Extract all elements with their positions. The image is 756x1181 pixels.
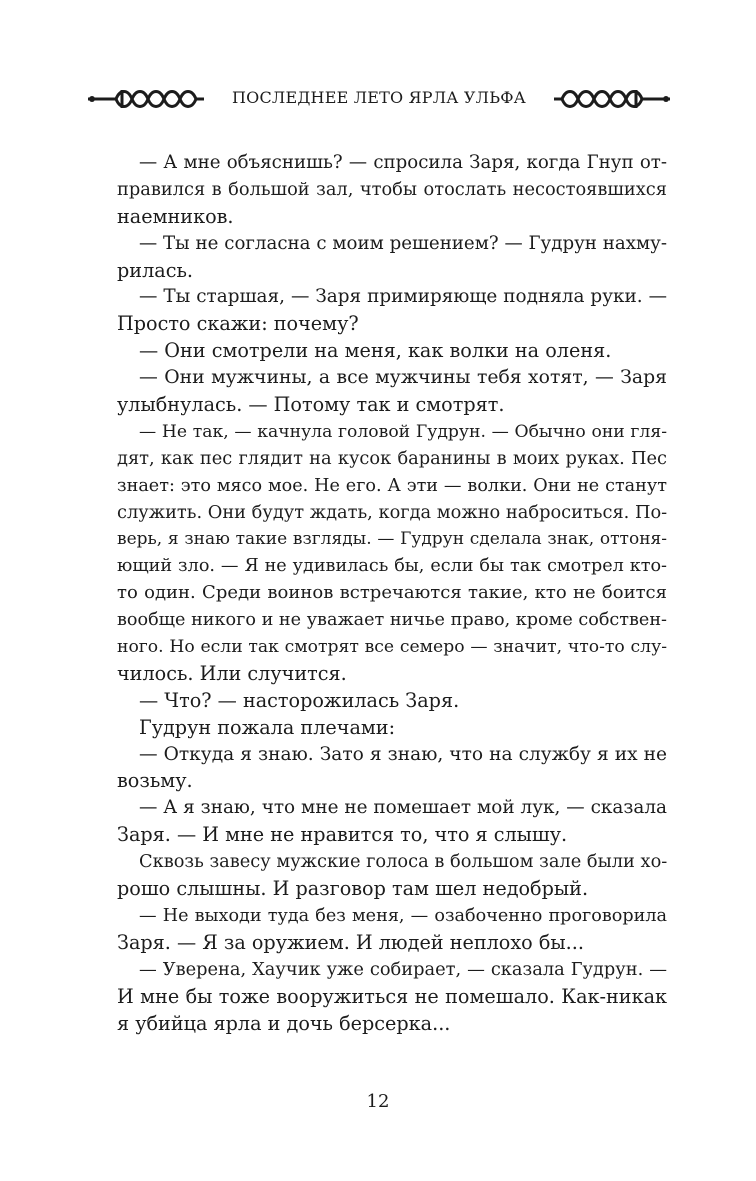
text-line: — Они мужчины, а все мужчины тебя хотят, — Заря xyxy=(139,367,667,389)
text-line: улыбнулась. — Потому так и смотрят. xyxy=(117,393,505,417)
text-line: то один. Среди воинов встречаются такие, кто не боится xyxy=(117,582,667,604)
text-line: ющий зло. — Я не удивилась бы, если бы так смотрел кто- xyxy=(117,556,667,577)
text-line: Заря. — Я за оружием. И людей неплохо бы... xyxy=(117,930,584,954)
text-line: рошо слышны. И разговор там шел недобрый. xyxy=(117,877,589,901)
running-title: ПОСЛЕДНЕЕ ЛЕТО ЯРЛА УЛЬФА xyxy=(232,88,526,107)
text-line: верь, я знаю такие взгляды. — Гудрун сделала знак, оттоня- xyxy=(117,529,667,550)
text-line: наемников. xyxy=(117,204,234,228)
body-text xyxy=(117,150,667,1037)
text-line: вообще никого и не уважает ничье право, кроме собствен- xyxy=(117,610,667,631)
text-line: я убийца ярла и дочь берсерка... xyxy=(117,1011,451,1035)
text-line: — А я знаю, что мне не помешает мой лук, — сказала xyxy=(139,797,667,819)
text-line: — Они смотрели на меня, как волки на оленя. xyxy=(139,339,612,363)
text-line: Сквозь завесу мужские голоса в большом зале были хо- xyxy=(139,851,667,873)
text-line: возьму. xyxy=(117,769,193,793)
text-line: знает: это мясо мое. Не его. А эти — волки. Они не станут xyxy=(117,475,667,496)
text-line: — Не выходи туда без меня, — озабоченно проговорила xyxy=(139,905,667,926)
text-line: — А мне объяснишь? — спросила Заря, когда Гнуп от- xyxy=(139,152,667,173)
text-line: служить. Они будут ждать, когда можно наброситься. По- xyxy=(117,501,667,523)
text-line: ного. Но если так смотрят все семеро — значит, что-то слу- xyxy=(117,637,667,658)
running-header xyxy=(86,84,672,114)
knotwork-ornament-icon xyxy=(86,84,206,114)
text-line: правился в большой зал, чтобы отослать несостоявшихся xyxy=(117,178,667,200)
text-line: — Не так, — качнула головой Гудрун. — Обычно они гля- xyxy=(139,421,667,442)
text-line: И мне бы тоже вооружиться не помешало. Как-никак xyxy=(117,984,667,1008)
knotwork-ornament-icon xyxy=(552,84,672,114)
text-line: — Ты старшая, — Заря примиряюще подняла руки. — xyxy=(139,286,667,308)
text-line: — Откуда я знаю. Зато я знаю, что на службу я их не xyxy=(139,743,667,765)
text-line: — Что? — насторожилась Заря. xyxy=(139,688,460,712)
text-line: Гудрун пожала плечами: xyxy=(139,715,396,739)
text-line: дят, как пес глядит на кусок баранины в моих руках. Пес xyxy=(117,447,667,469)
text-line: чилось. Или случится. xyxy=(117,661,347,685)
text-line: Просто скажи: почему? xyxy=(117,312,359,336)
text-line: рилась. xyxy=(117,258,193,282)
page-number: 12 xyxy=(366,1091,390,1112)
text-line: Заря. — И мне не нравится то, что я слышу. xyxy=(117,823,568,847)
text-line: — Уверена, Хаучик уже собирает, — сказала Гудрун. — xyxy=(139,958,667,980)
text-line: — Ты не согласна с моим решением? — Гудрун нахму- xyxy=(139,232,667,254)
